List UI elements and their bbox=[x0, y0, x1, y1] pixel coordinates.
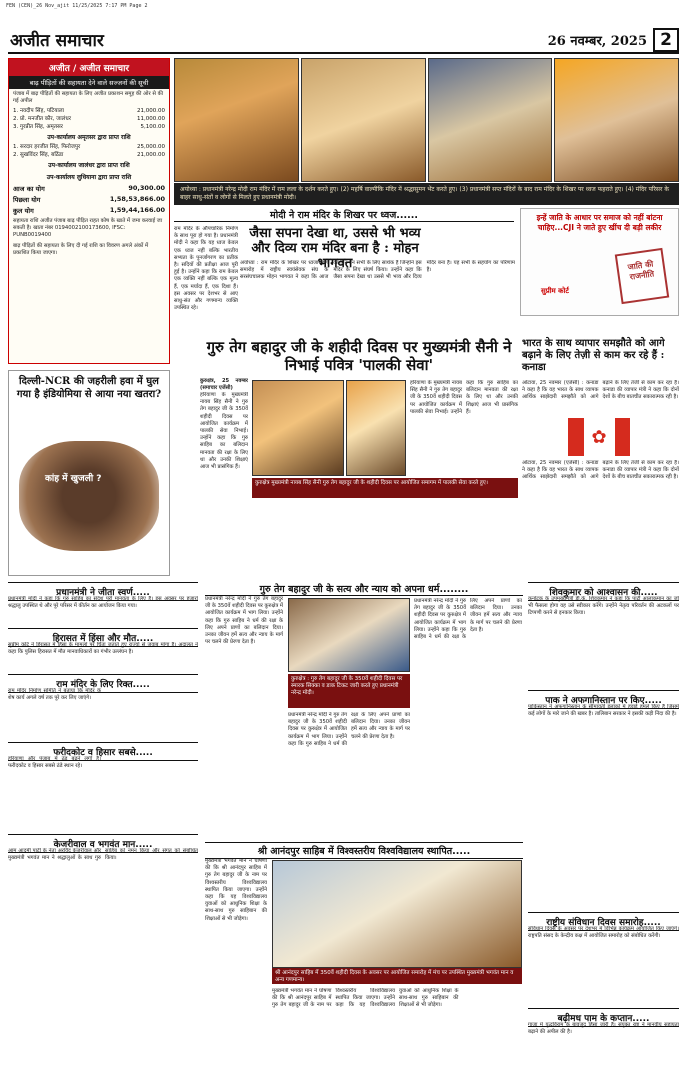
mid-guru-headline: गुरु तेग बहादुर जी के सत्य और न्याय को अपना धर्म........ bbox=[205, 582, 523, 596]
top-story-body-left: राम मंदिर के औपचारिक निर्माण के साथ पूरा हो गया है। प्रधानमंत्री मोदी ने कहा कि यह ध्वज केवल एक ध्वज नहीं बल्कि भारतीय सभ्यता के पुनर्जागरण का प्रतीक है। सदियों की प्रतीक्षा आज पूरी हुई है। उन्होंने कहा कि राम केवल एक व्यक्ति नहीं बल्कि एक मूल्य हैं, एक मर्यादा हैं, एक दिशा हैं। इस अवसर पर देशभर से आए साधु-संत और गणमान्य व्यक्ति उपस्थित रहे। bbox=[174, 226, 238, 312]
guru-palki-photo bbox=[252, 380, 344, 476]
anandpur-stage-photo bbox=[272, 860, 522, 968]
mid-guru-photo-caption: कुरुक्षेत्र : गुरु तेग बहादुर जी के 350वें शहीदी दिवस पर स्मारक सिक्का व डाक टिकट जारी करते हुए प्रधानमंत्री नरेन्द्र मोदी। bbox=[288, 674, 410, 708]
caste-cartoon-box bbox=[520, 208, 679, 316]
mid-guru-body-3: प्रधानमंत्री नरेन्द्र मोदी ने गुरु तेग बहादुर जी के 350वें शहीदी दिवस पर कुरुक्षेत्र में आयोजित कार्यक्रम में भाग लिया। उन्होंने कहा कि गुरु साहिब ने धर्म की रक्षा के लिए अपने प्राणों का बलिदान दिया। उनका जीवन हमें सत्य और न्याय के मार्ग पर चलने की प्रेरणा देता है। bbox=[414, 598, 522, 641]
donor-total-row: पिछला योग 1,58,53,866.00 bbox=[13, 195, 165, 204]
brief-body: हरियाणा और पंजाब में ठंड बढ़ने लगी है। फरीदकोट व हिसार सबसे ठंडे स्थान रहे। bbox=[8, 756, 101, 770]
caste-box-headline: इन्हें जाति के आधार पर समाज को नहीं बांटना चाहिए...CJI ने जाते हुए खींच दी बड़ी लकीर bbox=[536, 213, 663, 232]
issue-date: 26 नवम्बर, 2025 bbox=[547, 34, 647, 49]
donor-row: 3. गुरप्रीत सिंह, अमृतसर 5,100.00 bbox=[13, 124, 165, 130]
top-story-headline: मोदी ने राम मंदिर के शिखर पर ध्वज...... bbox=[174, 208, 514, 222]
pm-prayer-photo bbox=[301, 58, 426, 182]
donor-box-intro: पंजाब में बाढ़ पीड़ितों की सहायता के लिए अजीत प्रकाशन समूह की ओर से की गई अपील bbox=[13, 91, 164, 104]
donor-row: 2. सुखविंदर सिंह, बठिंडा 21,000.00 bbox=[13, 152, 165, 158]
brief-headline: राष्ट्रीय संविधान दिवस समारोह..... bbox=[528, 912, 679, 931]
guru-ceremony-photo bbox=[346, 380, 406, 476]
print-meta-line: FEN (CEN)_26 Nov_ajit 11/25/2025 7:17 PM Page 2 bbox=[6, 3, 148, 9]
brief-headline: बढ़ीमध पाम के कप्तान..... bbox=[528, 1008, 679, 1027]
brief-headline: प्रधानमंत्री ने जीता स्वर्ण..... bbox=[8, 582, 198, 601]
top-story-body-right: अयोध्या : राम मंदिर के शिखर पर ध्वजारोहण समारोह में राष्ट्रीय स्वयंसेवक संघ के सरसंघचालक मोहन भागवत ने कहा कि आज का दिन उन सभी के लिए सार्थक है जिन्होंने इस मंदिर के लिए संघर्ष किया। उन्होंने कहा कि जैसा सपना देखा था उससे भी भव्य और दिव्य मंदिर बना है। यह सभी के सहयोग का परिणाम है। bbox=[240, 260, 515, 281]
mid-guru-body-2: प्रधानमंत्री नरेन्द्र मोदी ने गुरु तेग बहादुर जी के 350वें शहीदी दिवस पर कुरुक्षेत्र में आयोजित कार्यक्रम में भाग लिया। उन्होंने कहा कि गुरु साहिब ने धर्म की रक्षा के लिए अपने प्राणों का बलिदान दिया। उनका जीवन हमें सत्य और न्याय के मार्ग पर चलने की प्रेरणा देता है। bbox=[288, 712, 410, 747]
donor-box-header: अजीत / अजीत समाचार bbox=[9, 59, 169, 76]
top-photo-strip bbox=[174, 58, 679, 182]
donor-footer-note: बाढ़ पीड़ितों की सहायता के लिए दी गई राशि का विवरण अगले अंकों में प्रकाशित किया जाएगा। bbox=[13, 243, 149, 256]
smog-cloud-cartoon bbox=[19, 441, 159, 551]
donor-section-heading: उप-कार्यालय लुधियाना द्वारा प्राप्त राशि bbox=[46, 174, 132, 181]
brief-headline: हिरासत में हिंसा और मौत..... bbox=[8, 628, 198, 647]
canada-story-headline: भारत के साथ व्यापार समझौते को आगे बढ़ाने के लिए तेज़ी से काम कर रहे हैं : कनाडा bbox=[522, 338, 665, 373]
donor-box-subheader: बाढ़ पीड़ितों की सहायता देने वाले सज्जनों की सूची bbox=[9, 76, 169, 89]
canada-flag-image bbox=[568, 418, 630, 456]
page-number: 2 bbox=[653, 28, 679, 52]
brief-body: संविधान दिवस के अवसर पर देशभर में विभिन्न कार्यक्रम आयोजित किए जाएंगे। राष्ट्रपति संसद के केन्द्रीय कक्ष में आयोजित समारोह को संबोधित करेंगी। bbox=[528, 926, 679, 940]
masthead bbox=[8, 28, 679, 54]
ncr-pollution-box bbox=[8, 370, 170, 576]
temple-crowd-photo bbox=[554, 58, 679, 182]
donor-total-row: आज का योग 90,300.00 bbox=[13, 184, 165, 193]
ram-lalla-photo bbox=[174, 58, 299, 182]
bottom-story-body: मुख्यमंत्री भगवंत मान ने घोषणा की कि श्री आनंदपुर साहिब में गुरु तेग बहादुर जी के नाम पर विश्वस्तरीय विश्वविद्यालय स्थापित किया जाएगा। उन्होंने कहा कि यह विश्वविद्यालय युवाओं को आधुनिक शिक्षा के साथ-साथ गुरु साहिबान की शिक्षाओं से भी जोड़ेगा। bbox=[205, 858, 267, 922]
top-story-subheadline: जैसा सपना देखा था, उससे भी भव्य और दिव्य राम मंदिर बना है : मोहन भागवत bbox=[249, 226, 421, 271]
caste-cartoon-sign: जाति की राजनीति bbox=[615, 248, 669, 304]
donor-bank-note: सहायता राशि अजीत पंजाब बाढ़ पीड़ित राहत कोष के खाते में जमा करवाई जा सकती है। खाता नंबर 0194002100173600, IFSC: PUNB0019400 bbox=[13, 218, 163, 238]
newspaper-title: अजीत समाचार bbox=[10, 31, 104, 51]
brief-body: सुप्रीम कोर्ट ने हिरासत में हिंसा के मामलों पर चिंता जताते हुए राज्यों से जवाब मांगा है। अदालत ने कहा कि पुलिस हिरासत में मौत मानवाधिकारों का गंभीर उल्लंघन है। bbox=[8, 642, 198, 656]
brief-headline: शिवकुमार को आश्वासन की..... bbox=[528, 582, 679, 601]
mid-guru-body: प्रधानमंत्री नरेन्द्र मोदी ने गुरु तेग बहादुर जी के 350वें शहीदी दिवस पर कुरुक्षेत्र में आयोजित कार्यक्रम में भाग लिया। उन्होंने कहा कि गुरु साहिब ने धर्म की रक्षा के लिए अपने प्राणों का बलिदान दिया। उनका जीवन हमें सत्य और न्याय के मार्ग पर चलने की प्रेरणा देता है। bbox=[205, 596, 283, 646]
bottom-story-body-2: मुख्यमंत्री भगवंत मान ने घोषणा की कि श्री आनंदपुर साहिब में गुरु तेग बहादुर जी के नाम पर विश्वस्तरीय विश्वविद्यालय स्थापित किया जाएगा। उन्होंने कहा कि यह विश्वविद्यालय युवाओं को आधुनिक शिक्षा के साथ-साथ गुरु साहिबान की शिक्षाओं से भी जोड़ेगा। bbox=[272, 988, 459, 1009]
guru-story-body: हरियाणा के मुख्यमंत्री नायब सिंह सैनी ने गुरु तेग बहादुर जी के 350वें शहीदी दिवस पर आयोजित कार्यक्रम में पालकी सेवा निभाई। उन्होंने कहा कि गुरु साहिब का बलिदान मानवता की रक्षा के लिए था और उनकी शिक्षाएं आज भी प्रासंगिक हैं। bbox=[200, 392, 248, 471]
brief-headline: राम मंदिर के लिए रिक्त..... bbox=[8, 674, 198, 693]
donor-row: 1. नवदीप सिंह, पटियाला 21,000.00 bbox=[13, 108, 165, 114]
ncr-headline: दिल्ली-NCR की जहरीली हवा में घुल गया है इंडियोमिया से आया नया खतरा? bbox=[16, 376, 162, 400]
donor-row: 2. प्रो. मनजीत कौर, जालंधर 11,000.00 bbox=[13, 116, 165, 122]
donor-section-heading: उप-कार्यालय जालंधर द्वारा प्राप्त राशि bbox=[48, 162, 130, 169]
brief-headline: फरीदकोट व हिसार सबसे..... bbox=[8, 742, 198, 761]
guru-story-dateline: कुरुक्षेत्र, 25 नवम्बर (समाचार एजेंसी) bbox=[200, 378, 248, 392]
brief-body: गाजा में युद्धविराम के बावजूद हिंसा जारी है। संयुक्त राष्ट्र ने मानवीय सहायता बढ़ाने की अपील की है। bbox=[528, 1022, 679, 1036]
donor-total-row: कुल योग 1,59,44,166.00 bbox=[13, 206, 165, 215]
brief-body: प्रधानमंत्री मोदी ने कहा कि गुरु साहिब का संदेश पूरी मानवता के लिए है। इस अवसर पर हजारों श्रद्धालु उपस्थित थे और पूरे परिसर में कीर्तन का आयोजन किया गया। bbox=[8, 596, 198, 610]
guru-photo-caption: कुरुक्षेत्र मुख्यमंत्री नायब सिंह सैनी गुरु तेग बहादुर जी के शहीदी दिवस पर आयोजित समागम में पालकी सेवा करते हुए। bbox=[252, 478, 518, 498]
donor-section-heading: उप-कार्यालय अमृतसर द्वारा प्राप्त राशि bbox=[47, 134, 131, 141]
ncr-cartoon-text: कांह में खुजली ? bbox=[45, 474, 102, 484]
flood-donor-box bbox=[8, 58, 170, 364]
canada-story-body: ओटावा, 25 नवम्बर (एजेंसी) : कनाडा ने कहा है कि वह भारत के साथ व्यापक आर्थिक साझेदारी समझौते को आगे बढ़ाने के लिए तेजी से काम कर रहा है। कनाडा की व्यापार मंत्री ने कहा कि दोनों देशों के बीच बातचीत सकारात्मक रही है। bbox=[522, 380, 679, 401]
bottom-photo-caption: श्री आनंदपुर साहिब में 350वें शहीदी दिवस के अवसर पर आयोजित समारोह में मंच पर उपस्थित मुख्यमंत्री भगवंत मान व अन्य गणमान्य। bbox=[272, 968, 522, 984]
canada-story-body-2: ओटावा, 25 नवम्बर (एजेंसी) : कनाडा ने कहा है कि वह भारत के साथ व्यापक आर्थिक साझेदारी समझौते को आगे बढ़ाने के लिए तेजी से काम कर रहा है। कनाडा की व्यापार मंत्री ने कहा कि दोनों देशों के बीच बातचीत सकारात्मक रही है। bbox=[522, 460, 679, 481]
brief-body: पाकिस्तान ने अफगानिस्तान के सीमावर्ती इलाकों में हवाई हमले किए हैं जिसमें कई लोगों के मारे जाने की खबर है। तालिबान सरकार ने इसकी कड़ी निंदा की है। bbox=[528, 704, 679, 718]
guru-story-headline: गुरु तेग बहादुर जी के शहीदी दिवस पर मुख्यमंत्री सैनी ने निभाई पवित्र 'पालकी सेवा' bbox=[206, 338, 512, 374]
flag-hoisting-photo bbox=[428, 58, 553, 182]
guru-story-body-2: हरियाणा के मुख्यमंत्री नायब सिंह सैनी ने गुरु तेग बहादुर जी के 350वें शहीदी दिवस पर आयोजित कार्यक्रम में पालकी सेवा निभाई। उन्होंने कहा कि गुरु साहिब का बलिदान मानवता की रक्षा के लिए था और उनकी शिक्षाएं आज भी प्रासंगिक हैं। bbox=[410, 380, 518, 415]
brief-body: राम मंदिर निर्माण समिति ने बताया कि मंदिर के शेष कार्य अगले वर्ष तक पूरे कर लिए जाएंगे। bbox=[8, 688, 101, 702]
coin-release-photo bbox=[288, 598, 410, 672]
brief-body: कर्नाटक के उपमुख्यमंत्री डी.के. शिवकुमार ने कहा कि पार्टी आलाकमान का जो भी फैसला होगा वह उसे स्वीकार करेंगे। उन्होंने नेतृत्व परिवर्तन की अटकलों पर टिप्पणी करने से इनकार किया। bbox=[528, 596, 679, 617]
brief-headline: केजरीवाल व भगवंत मान..... bbox=[8, 834, 198, 853]
brief-headline: पाक ने अफगानिस्तान पर किए..... bbox=[528, 690, 679, 709]
maple-leaf-icon: ✿ bbox=[584, 418, 615, 456]
top-photo-caption: अयोध्या : प्रधानमंत्री नरेन्द्र मोदी राम मंदिर में राम लला के दर्शन करते हुए। (2) महर्षि वाल्मीकि मंदिर में श्रद्धासुमन भेंट करते हुए। (3) प्रधानमंत्री सप्त मंदिरों के बाद राम मंदिर के शिखर पर ध्वज फहराते हुए। (4) मंदिर परिसर के बाहर साधु-संतों व लोगों से मिलते हुए प्रधानमंत्री मोदी। bbox=[174, 183, 679, 205]
donor-row: 1. सरदार हरजीत सिंह, फिरोजपुर 25,000.00 bbox=[13, 144, 165, 150]
bottom-story-headline: श्री आनंदपुर साहिब में विश्वस्तरीय विश्वविद्यालय स्थापित..... bbox=[205, 842, 523, 859]
brief-body: आम आदमी पार्टी के नेता अरविंद केजरीवाल और मुख्यमंत्री भगवंत मान ने श्रद्धालुओं के साथ गुरु साहिब को नमन किया और संगत को संबोधित किया। bbox=[8, 848, 198, 862]
caste-cartoon-label: सुप्रीम कोर्ट bbox=[541, 287, 569, 295]
